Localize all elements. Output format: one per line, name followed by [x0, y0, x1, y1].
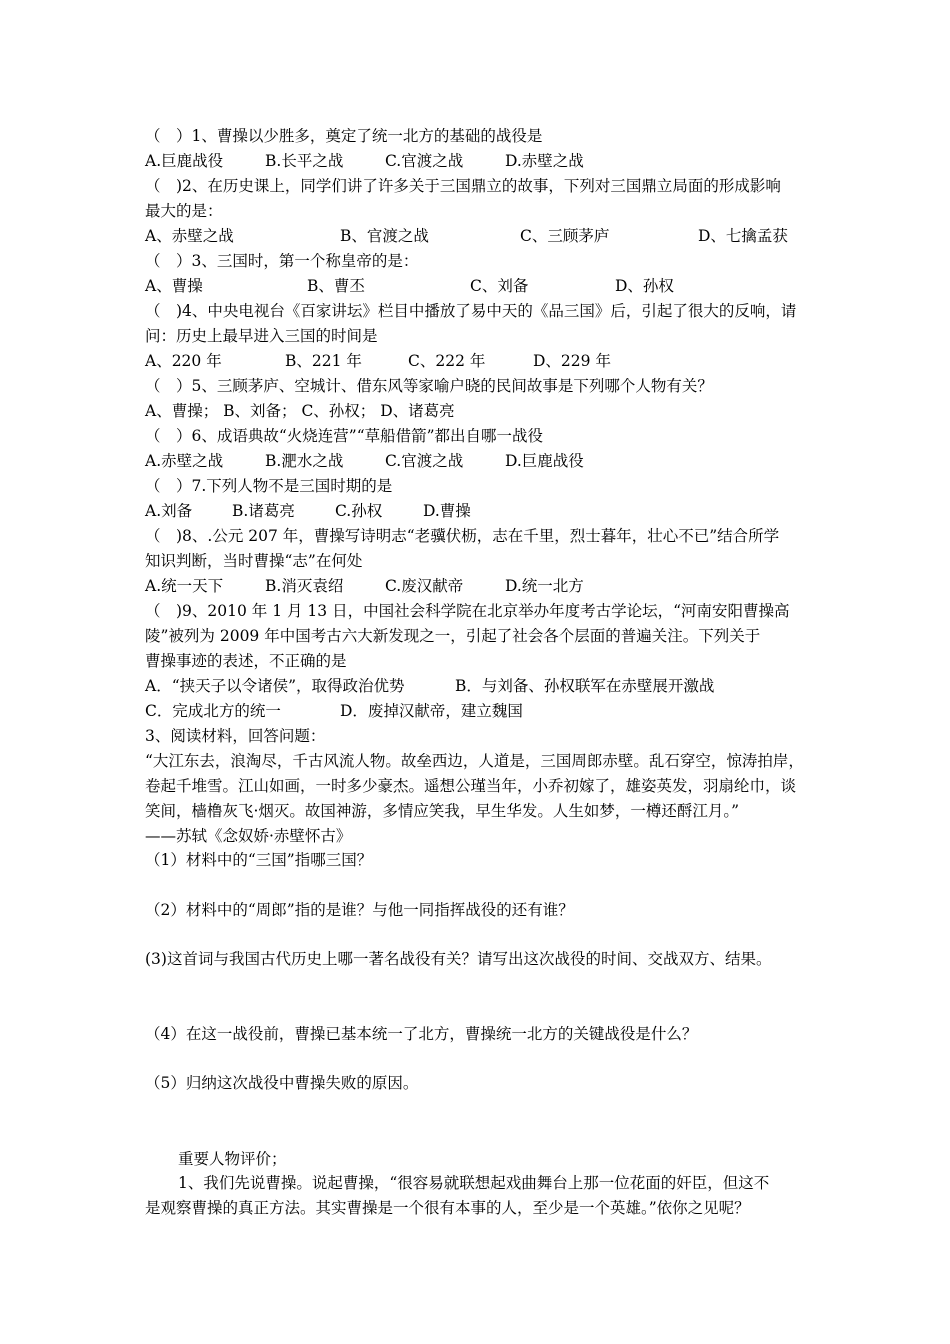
q8-stem-line1: （ )8、.公元 207 年，曹操写诗明志“老骥伏枥，志在千里，烈士暮年，壮心不已”结合所学 [145, 527, 780, 545]
q2-option-b: B、官渡之战 [340, 227, 429, 245]
q6-option-d: D.巨鹿战役 [505, 452, 584, 470]
q2-option-c: C、三顾茅庐 [520, 227, 610, 245]
q1-stem: （ ）1、曹操以少胜多，奠定了统一北方的基础的战役是 [145, 127, 543, 145]
q5-options: A、曹操； B、刘备； C、孙权； D、诸葛亮 [145, 402, 455, 420]
q4-stem-line2: 问：历史上最早进入三国的时间是 [145, 327, 378, 345]
q2-option-d: D、七擒孟获 [698, 227, 788, 245]
reading-question-5: （5）归纳这次战役中曹操失败的原因。 [145, 1074, 419, 1092]
q4-option-d: D、229 年 [533, 352, 611, 370]
q9-option-b: B．与刘备、孙权联军在赤壁展开激战 [455, 677, 715, 695]
q8-option-c: C.废汉献帝 [385, 577, 464, 595]
q2-option-a: A、赤壁之战 [145, 227, 234, 245]
q4-stem-line1: （ )4、中央电视台《百家讲坛》栏目中播放了易中天的《品三国》后，引起了很大的反响，请 [145, 302, 797, 320]
q2-stem-line1: （ )2、在历史课上，同学们讲了许多关于三国鼎立的故事，下列对三国鼎立局面的形成影响 [145, 177, 781, 195]
q4-option-c: C、222 年 [408, 352, 486, 370]
q9-stem-line3: 曹操事迹的表述，不正确的是 [145, 652, 347, 670]
q8-option-b: B.消灭袁绍 [265, 577, 344, 595]
q3-option-b: B、曹丕 [307, 277, 365, 295]
q6-stem: （ ）6、成语典故“火烧连营”“草船借箭”都出自哪一战役 [145, 427, 544, 445]
reading-heading: 3、阅读材料，回答问题： [145, 727, 326, 745]
q8-option-a: A.统一天下 [145, 577, 224, 595]
reading-question-2: （2）材料中的“周郎”指的是谁？与他一同指挥战役的还有谁？ [145, 901, 574, 919]
poem-line-3: 笑间，樯橹灰飞·烟灭。故国神游，多情应笑我，早生华发。人生如梦，一樽还酹江月。” [145, 802, 740, 820]
evaluation-heading: 重要人物评价； [178, 1150, 287, 1168]
q7-option-d: D.曹操 [423, 502, 471, 520]
q7-stem: （ ）7.下列人物不是三国时期的是 [145, 477, 393, 495]
q6-option-b: B.淝水之战 [265, 452, 344, 470]
q3-option-d: D、孙权 [615, 277, 674, 295]
q9-option-d: D．废掉汉献帝，建立魏国 [340, 702, 523, 720]
q8-option-d: D.统一北方 [505, 577, 584, 595]
reading-question-3: (3)这首词与我国古代历史上哪一著名战役有关？请写出这次战役的时间、交战双方、结果。 [145, 950, 772, 968]
q9-option-a: A．“挟天子以令诸侯”，取得政治优势 [145, 677, 405, 695]
q5-stem: （ ）5、三顾茅庐、空城计、借东风等家喻户晓的民间故事是下列哪个人物有关？ [145, 377, 713, 395]
q7-option-a: A.刘备 [145, 502, 193, 520]
reading-question-1: （1）材料中的“三国”指哪三国？ [145, 851, 373, 869]
q3-option-a: A、曹操 [145, 277, 203, 295]
q3-option-c: C、刘备 [470, 277, 529, 295]
q8-stem-line2: 知识判断，当时曹操“志”在何处 [145, 552, 363, 570]
q4-option-a: A、220 年 [145, 352, 222, 370]
q1-option-b: B.长平之战 [265, 152, 344, 170]
q7-option-b: B.诸葛亮 [232, 502, 295, 520]
poem-line-2: 卷起千堆雪。江山如画，一时多少豪杰。遥想公瑾当年，小乔初嫁了，雄姿英发，羽扇纶巾，谈 [145, 777, 797, 795]
q4-option-b: B、221 年 [285, 352, 362, 370]
evaluation-line-1: 1、我们先说曹操。说起曹操，“很容易就联想起戏曲舞台上那一位花面的奸臣，但这不 [178, 1174, 770, 1192]
q9-option-c: C．完成北方的统一 [145, 702, 281, 720]
q7-option-c: C.孙权 [335, 502, 383, 520]
q9-stem-line2: 陵”被列为 2009 年中国考古六大新发现之一，引起了社会各个层面的普遍关注。下列关于 [145, 627, 761, 645]
q6-option-a: A.赤壁之战 [145, 452, 224, 470]
poem-source: ——苏轼《念奴娇·赤壁怀古》 [145, 827, 352, 845]
q3-stem: （ ）3、三国时，第一个称皇帝的是： [145, 252, 419, 270]
q1-option-d: D.赤壁之战 [505, 152, 584, 170]
q2-stem-line2: 最大的是： [145, 202, 223, 220]
poem-line-1: “大江东去，浪淘尽，千古风流人物。故垒西边，人道是，三国周郎赤壁。乱石穿空，惊涛拍岸， [145, 752, 804, 770]
q6-option-c: C.官渡之战 [385, 452, 464, 470]
evaluation-line-2: 是观察曹操的真正方法。其实曹操是一个很有本事的人，至少是一个英雄。”依你之见呢？ [145, 1199, 750, 1217]
q1-option-c: C.官渡之战 [385, 152, 464, 170]
reading-question-4: （4）在这一战役前，曹操已基本统一了北方，曹操统一北方的关键战役是什么？ [145, 1025, 698, 1043]
q1-option-a: A.巨鹿战役 [145, 152, 224, 170]
q9-stem-line1: （ )9、2010 年 1 月 13 日，中国社会科学院在北京举办年度考古学论坛，“河南安阳曹操高 [145, 602, 790, 620]
